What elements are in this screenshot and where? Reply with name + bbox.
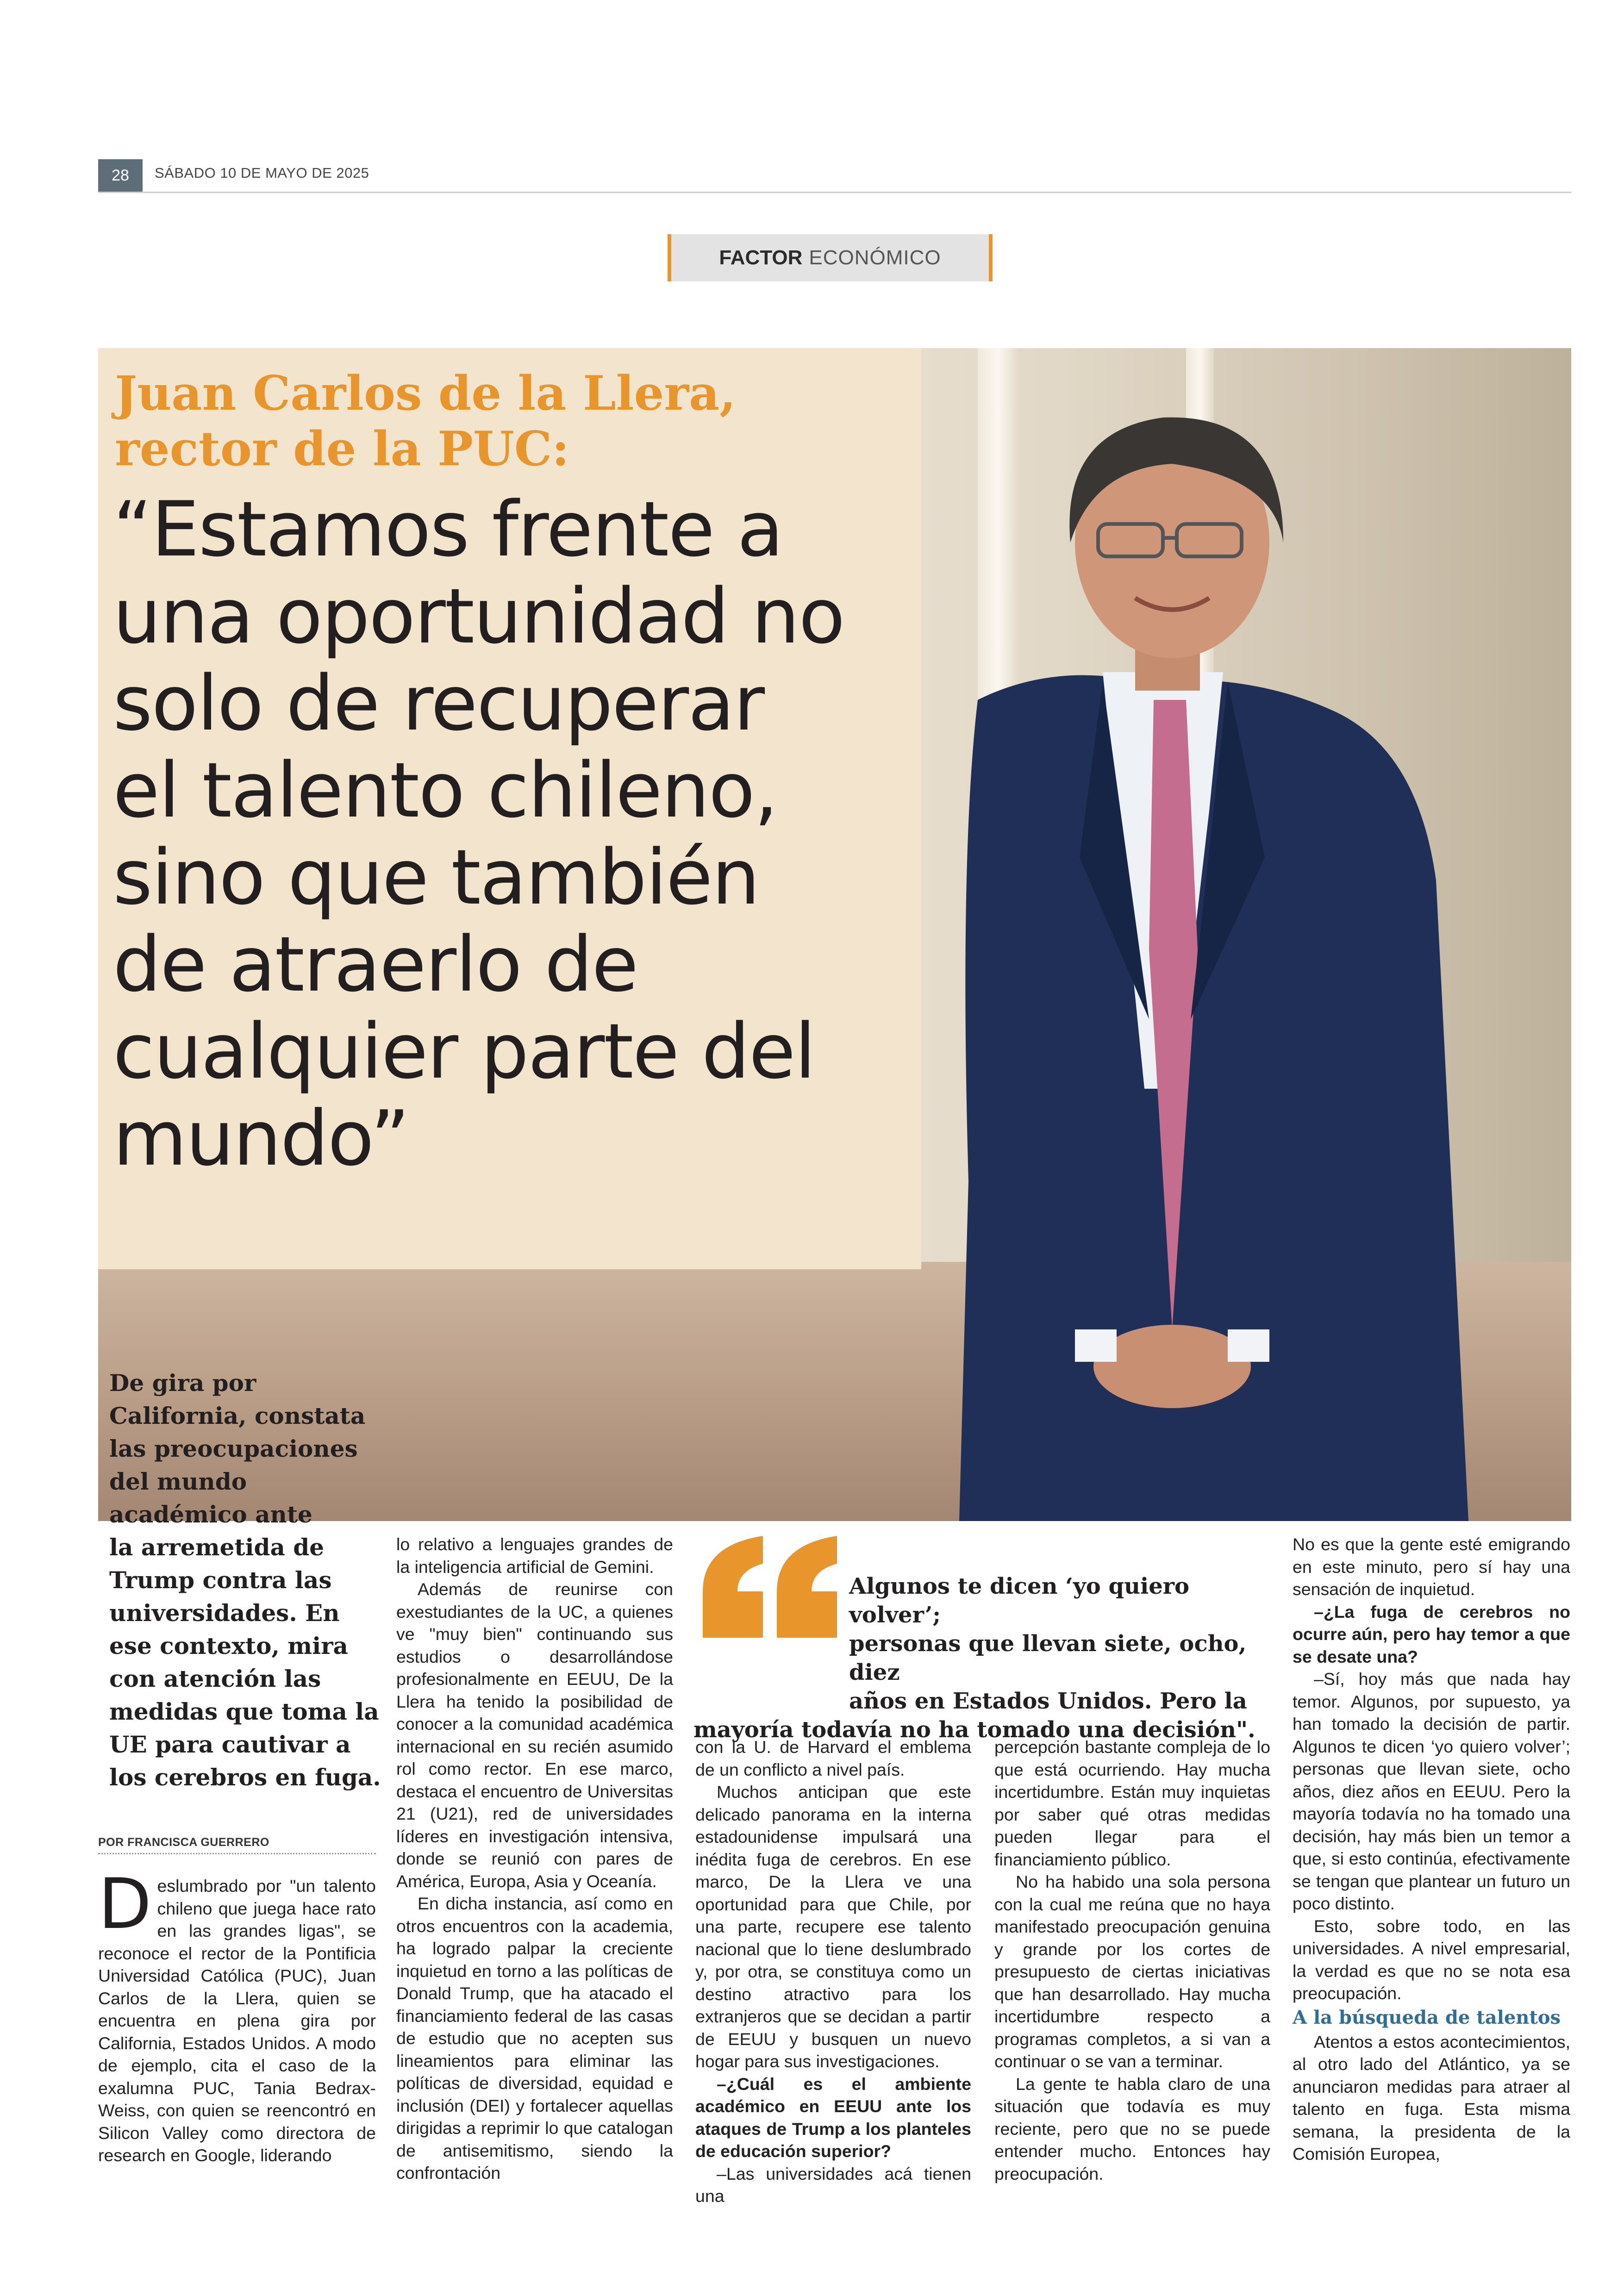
byline: POR FRANCISCA GUERRERO <box>98 1836 269 1849</box>
article-deck <box>109 1366 396 1794</box>
deck-line: ese contexto, mira <box>109 1632 348 1659</box>
headline-line: solo de recuperar <box>113 659 764 748</box>
body-column-1 <box>98 1864 376 2167</box>
page-number: 28 <box>98 159 143 192</box>
body-paragraph: Además de reunirse con exestudiantes de la UC, a quienes ve "muy bien" continuando sus estudios o desarrollándose profesionalmente en EEUU, De la Llera ha tenido la posibilidad de conocer a la comunidad académica internacional en su recién asumido rol como rector. En ese marco, destaca el encuentro de Universitas 21 (U21), red de universidades líderes en investigación intensiva, donde se reunió con pares de América, Europa, Asia y Oceanía. <box>396 1579 673 1891</box>
pull-quote-line: Algunos te dicen ‘yo quiero volver’; <box>849 1573 1190 1628</box>
deck-line: medidas que toma la <box>109 1698 379 1725</box>
body-paragraph: percepción bastante compleja de lo que está ocurriendo. Hay mucha incertidumbre. Están muy inquietas por saber qué otras medidas pueden llegar para el financiamiento público. <box>994 1737 1270 1869</box>
body-column-5 <box>1293 1533 1570 2165</box>
body-column-2 <box>396 1533 673 2184</box>
pull-quote <box>693 1572 1268 1744</box>
deck-line: Trump contra las <box>109 1566 332 1594</box>
deck-line: la arremetida de <box>109 1534 325 1561</box>
deck-line: con atención las <box>109 1665 321 1692</box>
pull-quote-line: años en Estados Unidos. Pero la <box>849 1688 1247 1714</box>
body-text: eslumbrado por "un talento chileno que juega hace rato en las grandes ligas", se reconoce el rector de la Pontificia Universidad Católica (PUC), Juan Carlos de la Llera, quien se encuentra en plena gira por California, Estados Unidos. A modo de ejemplo, cita el caso de la exalumna PUC, Tania Bedrax-Weiss, con quien se reencontró en Silicon Valley como directora de research en Google, liderando <box>98 1876 376 2165</box>
kicker-line: Juan Carlos de la Llera, <box>115 366 736 421</box>
body-paragraph: con la U. de Harvard el emblema de un conflicto a nivel país. <box>695 1737 971 1779</box>
section-tag-bold: FACTOR <box>719 246 803 269</box>
headline-line: mundo” <box>113 1094 409 1183</box>
deck-line: De gira por <box>109 1369 256 1397</box>
deck-line: los cerebros en fuga. <box>109 1764 381 1791</box>
deck-line: del mundo <box>109 1468 247 1495</box>
pull-quote-line: personas que llevan siete, ocho, diez <box>849 1631 1247 1685</box>
body-paragraph: Esto, sobre todo, en las universidades. A nivel empresarial, la verdad es que no se nota esa preocupación. <box>1293 1916 1570 2003</box>
header-rule <box>98 192 1571 193</box>
headline-line: una oportunidad no <box>113 572 844 661</box>
body-paragraph: Muchos anticipan que este delicado panorama en la interna estadounidense impulsará una inédita fuga de cerebros. En ese marco, De la Llera ve una oportunidad para que Chile, por una parte, recupere ese talento nacional que lo tiene deslumbrado y, por otra, se constituya como un destino atractivo para los extranjeros que se decidan a partir de EEUU y busquen un nuevo hogar para sus investigaciones. <box>695 1782 971 2071</box>
headline-line: sino que también <box>113 833 759 922</box>
deck-line: universidades. En <box>109 1599 340 1627</box>
body-column-3 <box>695 1736 971 2208</box>
deck-line: UE para cautivar a <box>109 1731 351 1758</box>
headline-line: “Estamos frente a <box>113 485 783 574</box>
deck-line: las preocupaciones <box>109 1435 358 1462</box>
body-paragraph <box>98 1864 376 2167</box>
byline-area <box>98 1836 376 1854</box>
body-paragraph: Atentos a estos acontecimientos, al otro lado del Atlántico, ya se anunciaron medidas para atraer al talento en fuga. Esta misma semana, la presidenta de la Comisión Europea, <box>1293 2032 1570 2164</box>
headline-line: cualquier parte del <box>113 1007 815 1096</box>
section-tag <box>668 234 993 281</box>
headline-line: el talento chileno, <box>113 746 778 835</box>
page-date: SÁBADO 10 DE MAYO DE 2025 <box>155 165 369 181</box>
body-paragraph: –Sí, hoy más que nada hay temor. Algunos, por supuesto, ya han tomado la decisión de partir. Algunos te dicen ‘yo quiero volver’; personas que llevan siete, ocho años, diez años en EEUU. Pero la mayoría todavía no ha tomado una decisión, hay más bien un temor a que, si esto continúa, efectivamente se tengan que plantear un futuro un poco distinto. <box>1293 1669 1570 1913</box>
body-paragraph: No ha habido una sola persona con la cual me reúna que no haya manifestado preocupación genuina y grande por los cortes de presupuesto de ciertas iniciativas que han desarrollado. Hay mucha incertidumbre respecto a programas completos, a si van a continuar o se van a terminar. <box>994 1872 1270 2071</box>
drop-cap: D <box>98 1864 152 1945</box>
body-paragraph: En dicha instancia, así como en otros encuentros con la academia, ha logrado palpar la creciente inquietud en torno a las políticas de Donald Trump, que ha atacado el financiamiento federal de las casas de estudio que no acepten sus lineamientos para eliminar las políticas de diversidad, equidad e inclusión (DEI) y fortalecer aquellas dirigidas a reprimir lo que catalogan de antisemitismo, siendo la confrontación <box>396 1894 673 2183</box>
body-paragraph: lo relativo a lenguajes grandes de la inteligencia artificial de Gemini. <box>396 1534 673 1577</box>
interview-question: –¿La fuga de cerebros no ocurre aún, pero hay temor a que se desate una? <box>1293 1602 1570 1666</box>
deck-line: académico ante <box>109 1501 312 1528</box>
interview-question: –¿Cuál es el ambiente académico en EEUU ante los ataques de Trump a los planteles de educación superior? <box>695 2074 971 2161</box>
body-paragraph: No es que la gente esté emigrando en este minuto, pero sí hay una sensación de inquietud. <box>1293 1534 1570 1599</box>
headline-line: de atraerlo de <box>113 920 638 1009</box>
headline-kicker <box>115 366 911 477</box>
section-tag-light: ECONÓMICO <box>809 246 941 269</box>
pull-quote-line: mayoría todavía no ha tomado una decisión". <box>693 1717 1255 1743</box>
section-subhead: A la búsqueda de talentos <box>1293 2006 1561 2028</box>
deck-line: California, constata <box>109 1402 366 1429</box>
headline-quote <box>113 486 914 1182</box>
kicker-line: rector de la PUC: <box>115 421 569 477</box>
body-paragraph: La gente te habla claro de una situación que todavía es muy reciente, pero que no se puede entender mucho. Entonces hay preocupación. <box>994 2074 1270 2183</box>
body-column-4 <box>994 1736 1270 2185</box>
body-paragraph: –Las universidades acá tienen una <box>695 2164 971 2206</box>
